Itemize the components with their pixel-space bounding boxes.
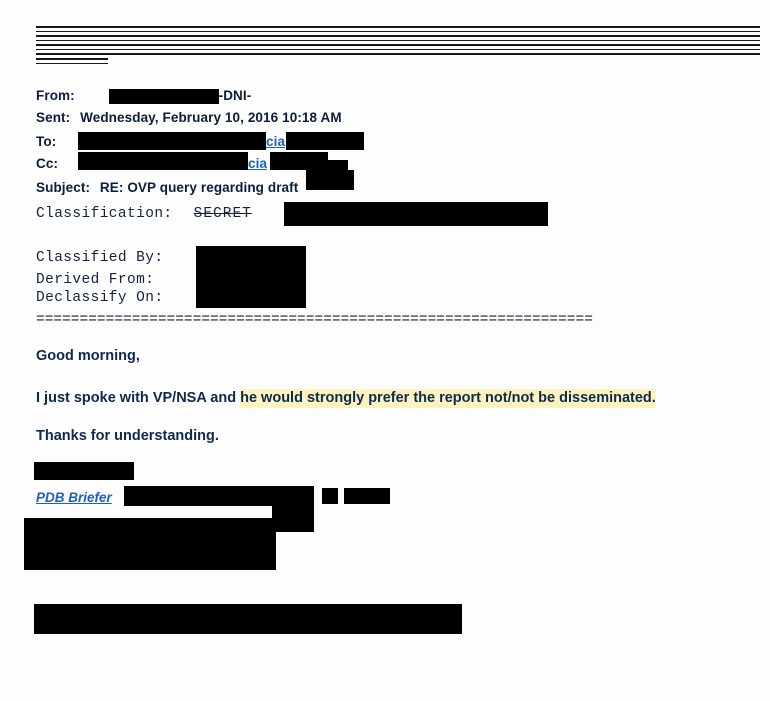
derived-from-label: Derived From: <box>36 272 155 288</box>
redaction-block <box>124 486 314 506</box>
cc-email-link[interactable]: cia <box>248 156 268 171</box>
redaction-block <box>78 152 248 170</box>
subject-label: Subject: <box>36 180 91 195</box>
redaction-block <box>286 132 364 150</box>
subject-value: RE: OVP query regarding draft <box>99 180 299 195</box>
redaction-block <box>78 132 266 150</box>
rule-line-short <box>36 58 108 60</box>
sent-label: Sent: <box>36 110 71 125</box>
closing-text: Thanks for understanding. <box>36 428 219 444</box>
classification-value: SECRET <box>193 206 252 222</box>
cc-row <box>36 156 58 171</box>
separator-line: ================================================================ <box>36 312 593 328</box>
rule-line <box>36 26 760 28</box>
rule-line <box>36 31 760 32</box>
sent-value: Wednesday, February 10, 2016 10:18 AM <box>80 110 342 125</box>
redaction-block <box>322 488 338 504</box>
redaction-block <box>109 89 219 104</box>
rule-line <box>36 35 760 37</box>
redaction-block <box>196 246 306 308</box>
rule-line <box>36 40 760 41</box>
sent-row <box>36 110 342 125</box>
top-rule-lines <box>36 26 760 67</box>
redaction-block <box>344 488 390 504</box>
from-value: -DNI- <box>218 88 252 103</box>
greeting-text: Good morning, <box>36 348 140 364</box>
redaction-block <box>34 462 134 480</box>
redaction-block <box>272 506 314 532</box>
redaction-block <box>306 170 354 190</box>
rule-line <box>36 44 760 46</box>
redaction-block <box>34 604 462 634</box>
rule-line <box>36 53 760 55</box>
to-row <box>36 134 56 149</box>
to-label: To: <box>36 134 57 149</box>
cc-link-wrap[interactable] <box>248 156 267 171</box>
rule-line <box>36 49 760 50</box>
body-paragraph-highlight: he would strongly prefer the report not/not be disseminated. <box>240 390 656 406</box>
from-label: From: <box>36 88 75 103</box>
body-paragraph <box>36 390 656 406</box>
to-email-link[interactable]: cia <box>266 134 286 149</box>
from-row <box>36 88 251 104</box>
classification-row <box>36 206 252 222</box>
declassify-on-label: Declassify On: <box>36 290 164 306</box>
signature-title: PDB Briefer <box>36 490 112 505</box>
classified-by-label: Classified By: <box>36 250 164 266</box>
classification-label: Classification: <box>36 206 173 222</box>
body-paragraph-lead: I just spoke with VP/NSA and <box>36 390 241 406</box>
rule-line-short <box>36 63 108 64</box>
to-link-wrap[interactable] <box>266 134 285 149</box>
cc-label: Cc: <box>36 156 59 171</box>
subject-row <box>36 180 298 195</box>
redaction-block <box>24 518 276 570</box>
redaction-block <box>284 202 548 226</box>
